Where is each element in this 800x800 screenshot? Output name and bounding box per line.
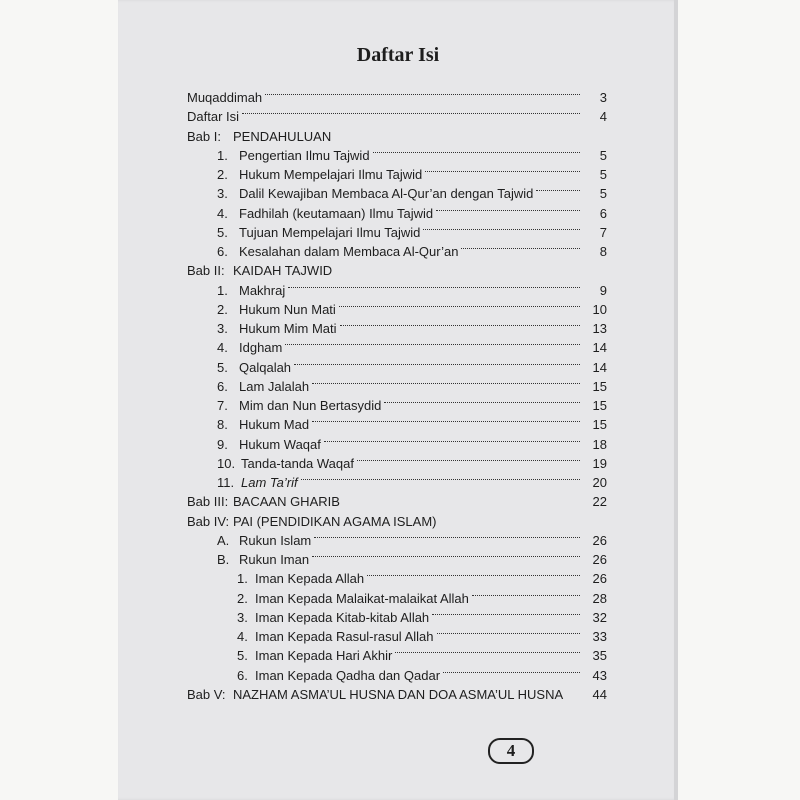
dot-leader: [461, 248, 580, 249]
chapter-prefix: Bab V:: [187, 686, 226, 702]
entry-page-number: 14: [592, 340, 607, 356]
toc-entry-row: [187, 146, 607, 165]
dot-leader: [384, 402, 580, 403]
entry-number: 6.: [217, 244, 228, 259]
entry-number: A.: [217, 532, 230, 548]
dot-leader: [423, 229, 580, 230]
toc-entry-row: [187, 569, 607, 588]
entry-label: Rukun Iman: [239, 552, 310, 567]
chapter-prefix: Bab IV:: [187, 513, 230, 529]
entry-label: Iman Kepada Qadha dan Qadar: [255, 667, 441, 683]
dot-leader: [288, 287, 580, 288]
entry-number: 8.: [217, 417, 228, 433]
entry-number: 10.: [217, 455, 236, 471]
entry-label: KAIDAH TAJWID: [233, 263, 333, 279]
dot-leader: [425, 171, 580, 172]
entry-page-number: 26: [592, 552, 607, 567]
entry-page-number: 26: [592, 532, 607, 548]
toc-entry-row: [187, 454, 607, 473]
entry-label: Lam Ta’rif: [241, 475, 298, 490]
entry-label: Iman Kepada Allah: [255, 571, 365, 587]
entry-page-number: 13: [592, 321, 607, 336]
dot-leader: [312, 556, 580, 557]
entry-label: Iman Kepada Malaikat-malaikat Allah: [255, 590, 469, 606]
toc-entry-row: [187, 300, 607, 319]
dot-leader: [340, 325, 580, 326]
entry-number: 5.: [217, 359, 228, 375]
entry-page-number: 26: [592, 571, 607, 587]
entry-label: Hukum Mad: [239, 417, 310, 433]
entry-label: Makhraj: [239, 282, 286, 298]
dot-leader: [395, 652, 580, 653]
entry-label: Hukum Mempelajari Ilmu Tajwid: [239, 167, 423, 182]
entry-label: Tujuan Mempelajari Ilmu Tajwid: [239, 224, 421, 240]
entry-label: Kesalahan dalam Membaca Al-Qur’an: [239, 244, 459, 259]
dot-leader: [373, 152, 580, 153]
entry-number: 4.: [237, 629, 248, 644]
entry-number: 2.: [217, 301, 228, 317]
entry-label: Lam Jalalah: [239, 378, 310, 394]
entry-page-number: 9: [599, 282, 607, 298]
entry-page-number: 14: [592, 359, 607, 375]
toc-entry-row: [187, 358, 607, 377]
entry-number: 5.: [237, 648, 248, 664]
entry-page-number: 6: [599, 205, 607, 221]
entry-page-number: 7: [599, 224, 607, 240]
toc-chapter-row: [187, 127, 607, 146]
entry-page-number: 35: [592, 648, 607, 664]
entry-page-number: 33: [592, 629, 607, 644]
entry-label: PENDAHULUAN: [233, 128, 332, 144]
entry-page-number: 5: [599, 167, 607, 182]
entry-page-number: 20: [592, 475, 607, 490]
dot-leader: [339, 306, 580, 307]
entry-page-number: 32: [592, 609, 607, 625]
entry-page-number: 5: [599, 186, 607, 202]
page-title: Daftar Isi: [356, 44, 440, 66]
dot-leader: [472, 595, 580, 596]
entry-label: Fadhilah (keutamaan) Ilmu Tajwid: [239, 205, 434, 221]
dot-leader: [443, 672, 580, 673]
dot-leader: [312, 383, 580, 384]
entry-label: Muqaddimah: [187, 90, 263, 105]
entry-page-number: 43: [592, 667, 607, 683]
entry-page-number: 8: [599, 244, 607, 259]
entry-number: 5.: [217, 224, 228, 240]
toc-entry-row: [187, 531, 607, 550]
toc-entry-row: [187, 646, 607, 665]
toc-entry-row: [187, 627, 607, 646]
entry-page-number: 3: [599, 90, 607, 105]
entry-label: Qalqalah: [239, 359, 292, 375]
entry-label: Hukum Nun Mati: [239, 301, 336, 317]
entry-number: 6.: [217, 378, 228, 394]
entry-number: 1.: [217, 147, 228, 163]
toc-entry-row: [187, 165, 607, 184]
toc-entry-row: [187, 338, 607, 357]
entry-number: 3.: [217, 321, 228, 336]
chapter-prefix: Bab III:: [187, 494, 229, 510]
entry-page-number: 15: [592, 378, 607, 394]
toc-entry-row: [187, 473, 607, 492]
entry-label: BACAAN GHARIB: [233, 494, 340, 510]
entry-page-number: 22: [592, 494, 607, 510]
entry-number: 2.: [217, 167, 228, 182]
toc-entry-row: [187, 396, 607, 415]
entry-page-number: 19: [592, 455, 607, 471]
dot-leader: [367, 575, 580, 576]
page-number-badge: 4: [488, 738, 534, 764]
entry-number: 4.: [217, 340, 228, 356]
toc-entry-row: [187, 415, 607, 434]
entry-number: 11.: [217, 475, 235, 490]
entry-label: Rukun Islam: [239, 532, 312, 548]
toc-entry-row: [187, 88, 607, 107]
toc-chapter-row: [187, 685, 607, 704]
entry-label: Dalil Kewajiban Membaca Al-Qur’an dengan Tajwid: [239, 186, 534, 202]
entry-number: 4.: [217, 205, 228, 221]
dot-leader: [436, 210, 580, 211]
toc-entry-row: [187, 281, 607, 300]
dot-leader: [265, 94, 580, 95]
entry-page-number: 28: [592, 590, 607, 606]
entry-label: Iman Kepada Kitab-kitab Allah: [255, 609, 430, 625]
entry-label: NAZHAM ASMA’UL HUSNA DAN DOA ASMA’UL HUSNA: [233, 686, 564, 702]
entry-page-number: 5: [599, 147, 607, 163]
dot-leader: [242, 113, 580, 114]
dot-leader: [432, 614, 580, 615]
entry-number: 3.: [217, 186, 228, 202]
dot-leader: [285, 344, 580, 345]
entry-page-number: 18: [592, 436, 607, 452]
entry-label: Iman Kepada Rasul-rasul Allah: [255, 629, 434, 644]
toc-entry-row: [187, 319, 607, 338]
entry-label: Pengertian Ilmu Tajwid: [239, 147, 370, 163]
entry-page-number: 10: [592, 301, 607, 317]
dot-leader: [294, 364, 580, 365]
entry-page-number: 15: [592, 398, 607, 413]
table-of-contents: [187, 88, 607, 704]
entry-page-number: 4: [599, 109, 607, 125]
toc-chapter-row: [187, 492, 607, 511]
entry-label: Idgham: [239, 340, 283, 356]
toc-chapter-row: [187, 512, 607, 531]
entry-number: 3.: [237, 609, 248, 625]
toc-entry-row: [187, 589, 607, 608]
toc-entry-row: [187, 666, 607, 685]
entry-label: Daftar Isi: [187, 109, 240, 125]
toc-entry-row: [187, 204, 607, 223]
entry-number: 1.: [237, 571, 248, 587]
dot-leader: [357, 460, 580, 461]
toc-entry-row: [187, 435, 607, 454]
dot-leader: [324, 441, 580, 442]
entry-number: 6.: [237, 667, 248, 683]
dot-leader: [301, 479, 580, 480]
toc-chapter-row: [187, 261, 607, 280]
dot-leader: [312, 421, 580, 422]
dot-leader: [536, 190, 580, 191]
entry-label: Tanda-tanda Waqaf: [241, 455, 354, 471]
toc-entry-row: [187, 107, 607, 126]
toc-entry-row: [187, 608, 607, 627]
entry-label: Iman Kepada Hari Akhir: [255, 648, 393, 664]
entry-number: 2.: [237, 590, 248, 606]
entry-number: B.: [217, 552, 230, 567]
toc-entry-row: [187, 377, 607, 396]
entry-label: PAI (PENDIDIKAN AGAMA ISLAM): [233, 513, 437, 529]
dot-leader: [437, 633, 581, 634]
toc-entry-row: [187, 550, 607, 569]
chapter-prefix: Bab I:: [187, 128, 221, 144]
entry-label: Hukum Mim Mati: [239, 321, 337, 336]
chapter-prefix: Bab II:: [187, 263, 225, 279]
entry-page-number: 15: [592, 417, 607, 433]
entry-number: 7.: [217, 398, 228, 413]
entry-label: Mim dan Nun Bertasydid: [239, 398, 382, 413]
entry-label: Hukum Waqaf: [239, 436, 321, 452]
entry-page-number: 44: [592, 686, 607, 702]
entry-number: 9.: [217, 436, 228, 452]
entry-number: 1.: [217, 282, 228, 298]
toc-entry-row: [187, 223, 607, 242]
dot-leader: [314, 537, 580, 538]
toc-entry-row: [187, 242, 607, 261]
toc-entry-row: [187, 184, 607, 203]
